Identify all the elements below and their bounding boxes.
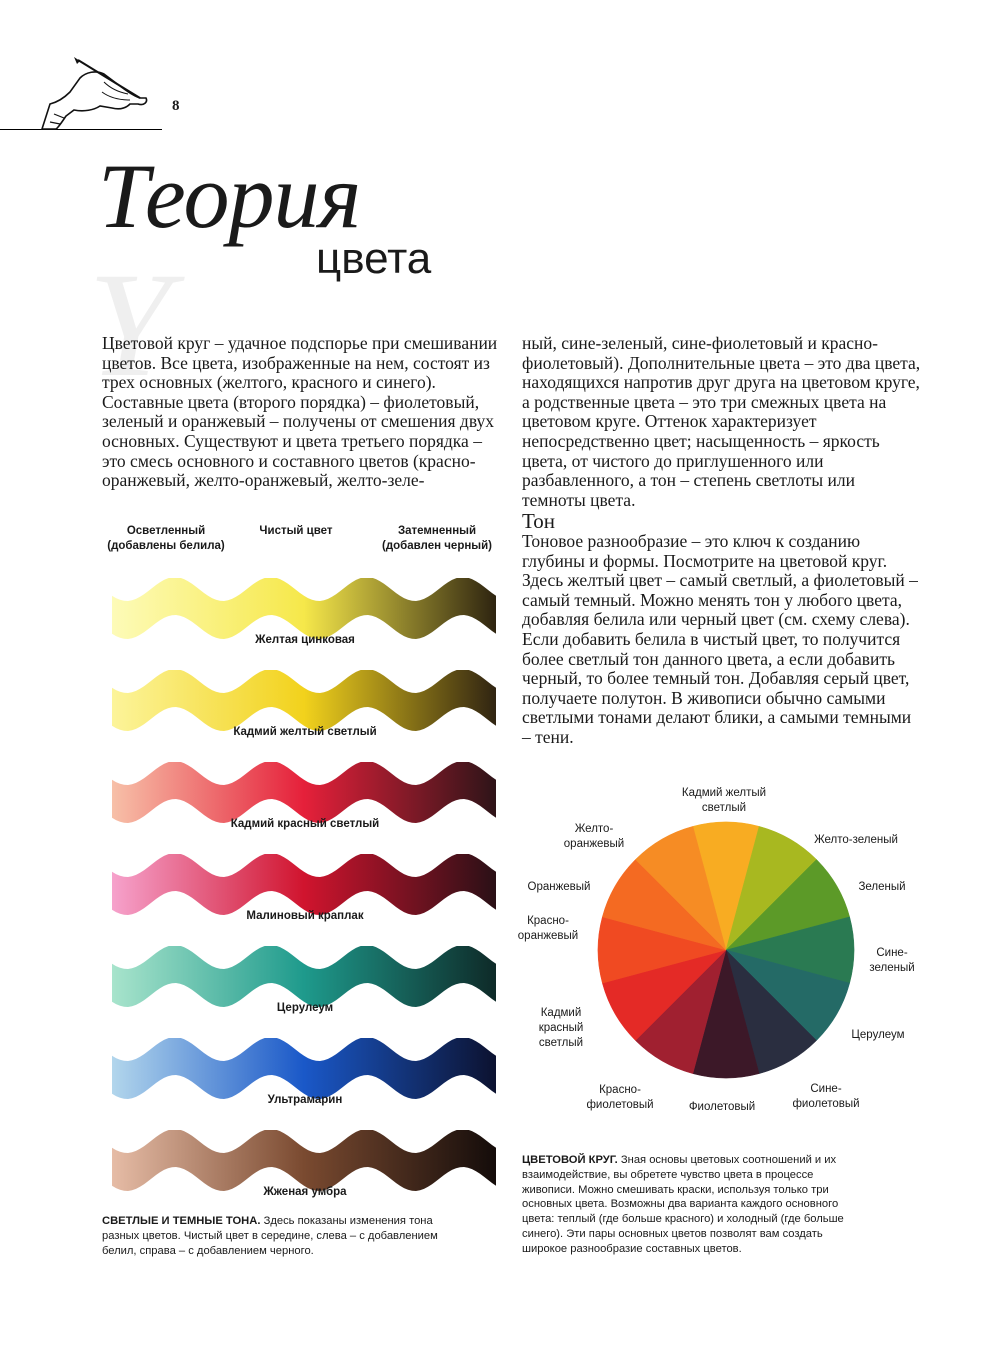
wheel-label-red-orange-line2: оранжевый [517, 930, 579, 942]
wheel-label-blue-green-line1: Сине- [876, 947, 908, 959]
column-header-light-line1: Осветленный [126, 525, 206, 537]
swatches-caption-text: Здесь показаны изменения тона разных цветов. Чистый цвет в середине, слева – с добавлением белил, справа – с добавлением черного. [102, 1215, 438, 1257]
swatches-caption-bold: СВЕТЛЫЕ И ТЕМНЫЕ ТОНА. [102, 1215, 261, 1227]
column-header-dark [364, 524, 510, 554]
tone-band-label: Ультрамарин [267, 1094, 343, 1106]
hand-with-pencil-icon [40, 52, 160, 132]
tone-band-label: Кадмий красный светлый [230, 818, 380, 830]
tone-band-label: Кадмий желтый светлый [233, 726, 377, 738]
wheel-caption-bold: ЦВЕТОВОЙ КРУГ. [522, 1154, 618, 1166]
color-wheel [594, 818, 858, 1082]
wheel-label-yellow-green: Желто-зеленый [814, 834, 898, 846]
wheel-label-orange: Оранжевый [527, 881, 591, 893]
tone-band-label: Жженая умбра [263, 1186, 347, 1198]
wheel-label-yellow-line1: Кадмий желтый [681, 787, 767, 799]
tone-band-paint [112, 946, 496, 1007]
tone-paragraph: Тоновое разнообразие – это ключ к созданию глубины и формы. Посмотрите на цветовой круг. Здесь желтый цвет – самый светлый, а фиолетовый – самый темный. Можно менять тон у любого цвета, добавляя белила или черный цвет (см. схему слева). Если добавить белила в чистый цвет, то получится более светлый тон данного цвета, а если добавить черный, то более темный тон. Добавляя серый цвет, получаете полутон. В живописи обычно самыми светлыми тонами делают блики, а самыми темными – тени. [522, 531, 918, 747]
wheel-label-red-violet [578, 1083, 662, 1113]
title-script: Теория [98, 145, 361, 247]
wheel-label-yellow [664, 786, 784, 816]
column-header-dark-line2: (добавлен черный) [381, 540, 493, 552]
wheel-label-blue-green [862, 946, 922, 976]
wheel-label-yellow-orange-line2: оранжевый [563, 838, 625, 850]
wheel-label-red-line1: Кадмий [540, 1007, 582, 1019]
intro-left-paragraph: Цветовой круг – удачное подспорье при смешивании цветов. Все цвета, изображенные на нем, состоят из трех основных (желтого, красного и синего). Составные цвета (второго порядка) – фиолетовый, зеленый и оранжевый – получены от смешения двух основных. Существуют и цвета третьего порядка – это смесь основного и составного цветов (красно-оранжевый, желто-оранжевый, желто-зеле- [102, 333, 498, 491]
wheel-label-red-violet-line1: Красно- [599, 1084, 641, 1096]
intro-right-paragraph: ный, сине-зеленый, сине-фиолетовый и красно-фиолетовый). Дополнительные цвета – это два цвета, находящихся напротив друг друга на цветовом круге, а родственные цвета – это три смежных цвета на цветовом круге. Оттенок характеризует непосредственно цвет; насыщенность – яркость цвета, от чистого до приглушенного или разбавленного, а тон – степень светлоты или темноты цвета. [522, 333, 921, 510]
watermark-letter: Y [88, 242, 172, 408]
tone-band-paint [112, 1130, 496, 1191]
tone-band-paint [112, 762, 496, 823]
page-number: 8 [172, 98, 180, 114]
wheel-label-red-line2: красный [538, 1022, 584, 1034]
tone-band-paint [112, 854, 496, 915]
tone-band-label: Желтая цинковая [255, 634, 355, 646]
tone-band-paint [112, 578, 496, 639]
tone-band-paint [112, 1038, 496, 1099]
wheel-label-yellow-line2: светлый [701, 802, 747, 814]
wheel-label-yellow-orange-line1: Желто- [574, 823, 614, 835]
wheel-label-blue-violet [784, 1082, 868, 1112]
wheel-label-violet: Фиолетовый [688, 1101, 756, 1113]
wheel-label-blue-violet-line2: фиолетовый [792, 1098, 860, 1110]
page-title: цвета [316, 234, 432, 283]
column-header-light [96, 524, 236, 554]
swatches-caption [102, 1214, 472, 1258]
wheel-label-blue-green-line2: зеленый [869, 962, 915, 974]
wheel-label-red-violet-line2: фиолетовый [586, 1099, 654, 1111]
wheel-caption-text: Зная основы цветовых соотношений и их взаимодействие, вы обретете чувство цвета в процессе живописи. Можно смешивать краски, используя только три основных цвета. Возможны два варианта каждого основного цвета: теплый (где больше красного) и холодный (где больше синего). Эти пары основных цветов позволят вам создать широкое разнообразие составных цветов. [522, 1154, 844, 1255]
tone-band-paint [112, 670, 496, 731]
tone-heading: Тон [522, 509, 555, 533]
column-header-pure: Чистый цвет [259, 525, 333, 537]
tone-band-label: Малиновый краплак [246, 910, 364, 922]
wheel-label-green: Зеленый [858, 881, 906, 893]
wheel-caption [522, 1153, 862, 1257]
wheel-label-blue-violet-line1: Сине- [810, 1083, 842, 1095]
wheel-label-red-line3: светлый [538, 1037, 584, 1049]
wheel-label-red-orange-line1: Красно- [527, 915, 569, 927]
tone-band-label: Церулеум [276, 1002, 334, 1014]
wheel-label-yellow-orange [558, 822, 630, 852]
column-header-light-line2: (добавлены белила) [107, 540, 225, 552]
column-header-dark-line1: Затемненный [397, 525, 477, 537]
wheel-label-red-orange [512, 914, 584, 944]
wheel-label-cerulean: Церулеум [851, 1029, 905, 1041]
wheel-label-red [530, 1006, 592, 1051]
